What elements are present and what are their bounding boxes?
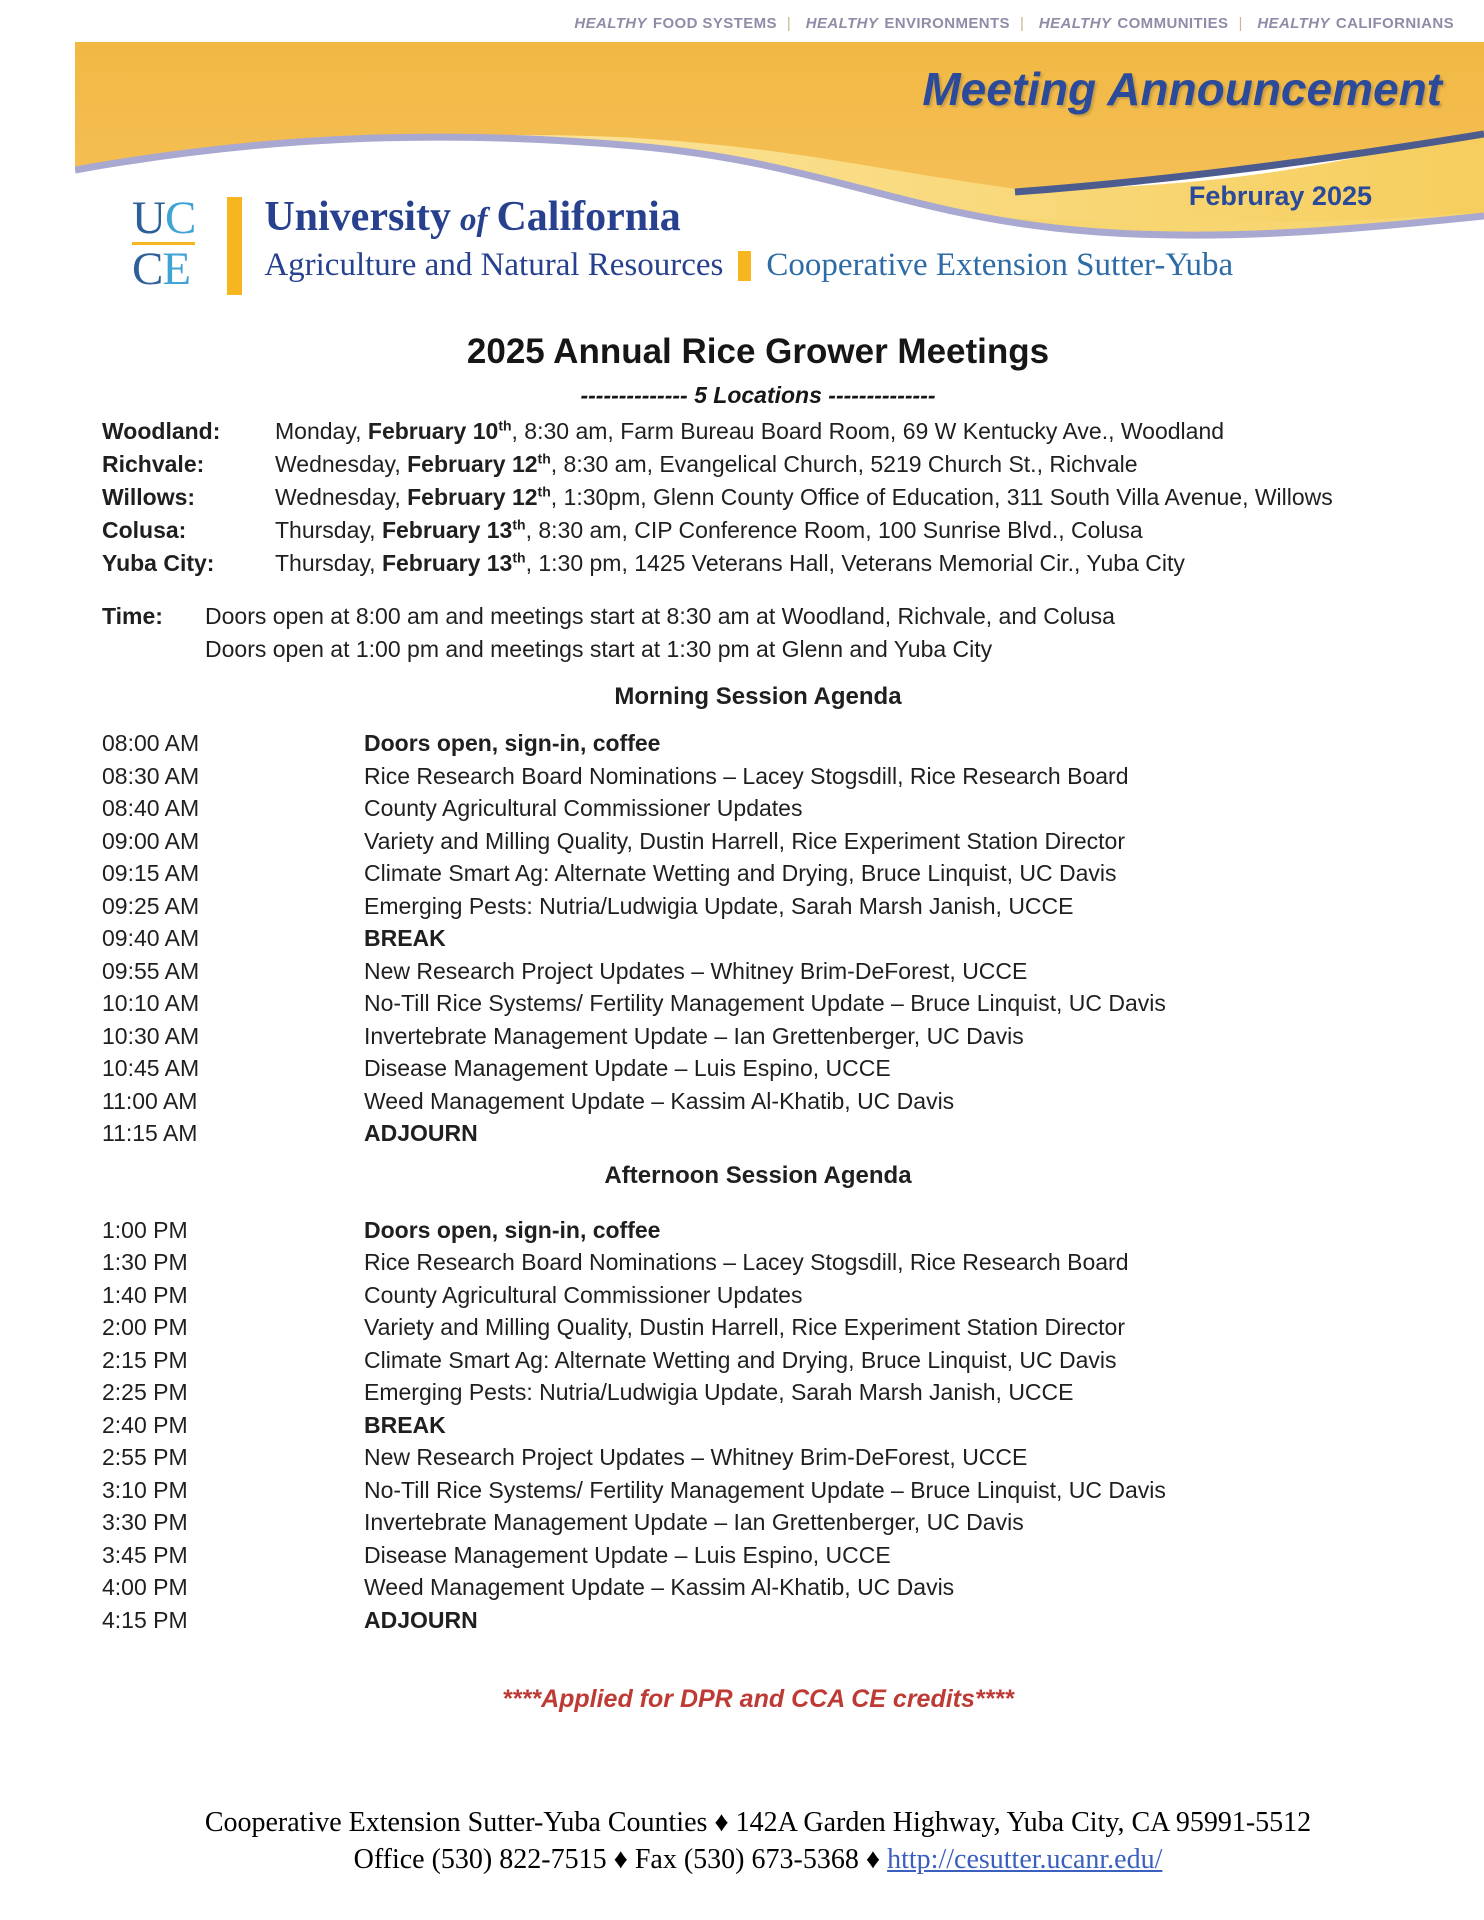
location-name: Yuba City:: [102, 550, 215, 576]
agenda-row: [102, 1376, 1414, 1409]
agenda-row: [102, 1246, 1414, 1279]
agenda-row: [102, 1052, 1414, 1085]
tagline-healthy: HEALTHY: [805, 15, 879, 32]
tagline-item: [1039, 15, 1253, 32]
agenda-time: 11:00 AM: [102, 1087, 198, 1114]
agenda-row: [102, 1409, 1414, 1442]
agenda-row: [102, 1279, 1414, 1312]
location-name: Richvale:: [102, 451, 205, 477]
locations-list: [102, 415, 1414, 580]
footer-contact-line: [102, 1841, 1414, 1878]
logo-university-line: University of California: [264, 194, 681, 240]
agenda-time: 1:40 PM: [102, 1281, 188, 1308]
tagline-healthy: HEALTHY: [1038, 15, 1112, 32]
agenda-row: [102, 1604, 1414, 1637]
agenda-row: [102, 922, 1414, 955]
agenda-title: County Agricultural Commissioner Updates: [364, 795, 803, 821]
agenda-row: [102, 1020, 1414, 1053]
time-line: Doors open at 8:00 am and meetings start at 8:30 am at Woodland, Richvale, and Colusa: [205, 603, 1115, 629]
agenda-time: 08:30 AM: [102, 762, 200, 789]
agenda-time: 08:40 AM: [102, 795, 200, 821]
agenda-row: [102, 857, 1414, 890]
agenda-title: Invertebrate Management Update – Ian Grettenberger, UC Davis: [364, 1509, 1024, 1535]
agenda-row: [102, 987, 1414, 1020]
tagline-topic: FOOD SYSTEMS: [652, 15, 777, 32]
agenda-title: Emerging Pests: Nutria/Ludwigia Update, Sarah Marsh Janish, UCCE: [364, 892, 1074, 919]
location-detail: Monday, February 10th, 8:30 am, Farm Bureau Board Room, 69 W Kentucky Ave., Woodland: [275, 417, 1225, 444]
location-name: Willows:: [102, 484, 196, 510]
agenda-time: 2:25 PM: [102, 1379, 188, 1405]
location-row: [102, 514, 1414, 547]
footer-link[interactable]: http://cesutter.ucanr.edu/: [887, 1844, 1163, 1875]
ucce-logo-mark: [126, 194, 201, 293]
tagline-topic: COMMUNITIES: [1117, 15, 1229, 32]
page-subtitle: -------------- 5 Locations --------------: [580, 382, 936, 408]
banner-title: Meeting Announcement: [922, 63, 1442, 115]
agenda-time: 2:40 PM: [102, 1411, 188, 1438]
agenda-time: 2:55 PM: [102, 1444, 188, 1470]
tagline-item: [1257, 15, 1454, 32]
agenda-row: [102, 760, 1414, 793]
morning-session-header: Morning Session Agenda: [614, 683, 902, 710]
location-row: [102, 448, 1414, 481]
tagline-healthy: HEALTHY: [574, 15, 647, 32]
agenda-time: 1:30 PM: [102, 1249, 188, 1275]
agenda-time: 09:55 AM: [102, 957, 200, 984]
footer: [102, 1804, 1414, 1878]
agenda-time: 2:15 PM: [102, 1346, 188, 1373]
agenda-title: No-Till Rice Systems/ Fertility Management Update – Bruce Linquist, UC Davis: [364, 1476, 1166, 1503]
location-detail: Wednesday, February 12th, 8:30 am, Evangelical Church, 5219 Church St., Richvale: [275, 450, 1138, 477]
agenda-time: 09:40 AM: [102, 925, 200, 951]
ce-credits-note: ****Applied for DPR and CCA CE credits****: [502, 1685, 1014, 1713]
agenda-time: 09:15 AM: [102, 860, 200, 886]
tagline-healthy: HEALTHY: [1257, 15, 1330, 32]
agenda-row: [102, 890, 1414, 923]
time-label: Time:: [102, 603, 163, 629]
tagline-item: [806, 15, 1034, 32]
banner-date: Februray 2025: [1188, 181, 1372, 211]
tagline-separator: |: [1238, 15, 1243, 32]
agenda-title: Doors open, sign-in, coffee: [364, 730, 661, 756]
agenda-title: New Research Project Updates – Whitney Brim-DeForest, UCCE: [364, 957, 1028, 984]
agenda-row: [102, 1344, 1414, 1377]
agenda-row: [102, 1117, 1414, 1150]
logo-divider-bar: [227, 197, 242, 295]
afternoon-session-header: Afternoon Session Agenda: [604, 1161, 912, 1189]
location-name: Woodland:: [102, 418, 221, 444]
document-body: [102, 330, 1414, 1714]
agenda-time: 1:00 PM: [102, 1216, 188, 1243]
footer-phone-fax: Office (530) 822-7515 ♦ Fax (530) 673-5368 ♦: [353, 1844, 888, 1875]
logo-small-bar: [738, 251, 751, 281]
agenda-time: 10:10 AM: [102, 990, 200, 1016]
agenda-time: 4:00 PM: [102, 1574, 188, 1600]
tagline-separator: |: [786, 15, 792, 32]
agenda-title: Rice Research Board Nominations – Lacey Stogsdill, Rice Research Board: [364, 762, 1129, 789]
time-lines: [205, 600, 1414, 666]
agenda-row: [102, 727, 1414, 760]
logo-extension-line: Cooperative Extension Sutter-Yuba: [766, 247, 1234, 284]
agenda-time: 3:45 PM: [102, 1541, 188, 1568]
agenda-row: [102, 1441, 1414, 1474]
agenda-title: BREAK: [364, 1411, 446, 1438]
location-row: [102, 481, 1414, 514]
location-detail: Wednesday, February 12th, 1:30pm, Glenn County Office of Education, 311 South Villa Avenue, Willows: [275, 483, 1333, 510]
agenda-title: Doors open, sign-in, coffee: [364, 1216, 661, 1243]
agenda-title: Climate Smart Ag: Alternate Wetting and Drying, Bruce Linquist, UC Davis: [364, 1346, 1117, 1373]
afternoon-agenda: [102, 1214, 1414, 1637]
location-name: Colusa:: [102, 517, 187, 543]
healthy-tagline-strip: [574, 15, 1454, 32]
agenda-title: BREAK: [364, 925, 446, 951]
location-detail: Thursday, February 13th, 8:30 am, CIP Conference Room, 100 Sunrise Blvd., Colusa: [275, 516, 1143, 543]
agenda-time: 10:45 AM: [102, 1055, 200, 1081]
agenda-time: 08:00 AM: [102, 730, 200, 756]
agenda-time: 09:25 AM: [102, 892, 200, 919]
footer-address-line: Cooperative Extension Sutter-Yuba Counties ♦ 142A Garden Highway, Yuba City, CA 95991-5512: [204, 1807, 1312, 1838]
location-detail: Thursday, February 13th, 1:30 pm, 1425 Veterans Hall, Veterans Memorial Cir., Yuba City: [275, 549, 1185, 576]
agenda-title: ADJOURN: [364, 1606, 478, 1633]
tagline-item: [574, 15, 801, 32]
agenda-title: County Agricultural Commissioner Updates: [364, 1281, 803, 1308]
agenda-time: 10:30 AM: [102, 1022, 200, 1049]
agenda-row: [102, 1474, 1414, 1507]
tagline-topic: ENVIRONMENTS: [884, 15, 1010, 32]
ucce-logo-uc: UC: [132, 192, 196, 244]
time-section: [102, 600, 1414, 666]
page-title: 2025 Annual Rice Grower Meetings: [466, 332, 1050, 371]
logo-wordmark: [264, 194, 1233, 284]
morning-agenda: [102, 727, 1414, 1150]
agenda-title: Invertebrate Management Update – Ian Grettenberger, UC Davis: [364, 1022, 1024, 1049]
agenda-row: [102, 792, 1414, 825]
agenda-time: 2:00 PM: [102, 1314, 188, 1340]
time-line: Doors open at 1:00 pm and meetings start at 1:30 pm at Glenn and Yuba City: [205, 636, 993, 662]
agenda-time: 11:15 AM: [102, 1120, 198, 1146]
location-row: [102, 415, 1414, 448]
agenda-title: Rice Research Board Nominations – Lacey Stogsdill, Rice Research Board: [364, 1249, 1129, 1275]
agenda-time: 3:10 PM: [102, 1476, 188, 1503]
agenda-title: No-Till Rice Systems/ Fertility Management Update – Bruce Linquist, UC Davis: [364, 990, 1166, 1016]
agenda-title: Disease Management Update – Luis Espino, UCCE: [364, 1055, 891, 1081]
agenda-row: [102, 1214, 1414, 1247]
agenda-row: [102, 1085, 1414, 1118]
agenda-row: [102, 1571, 1414, 1604]
agenda-title: Variety and Milling Quality, Dustin Harrell, Rice Experiment Station Director: [364, 1314, 1125, 1340]
agenda-title: Emerging Pests: Nutria/Ludwigia Update, Sarah Marsh Janish, UCCE: [364, 1379, 1074, 1405]
agenda-time: 09:00 AM: [102, 827, 200, 854]
agenda-title: ADJOURN: [364, 1120, 478, 1146]
agenda-title: Weed Management Update – Kassim Al-Khatib, UC Davis: [364, 1087, 955, 1114]
tagline-separator: |: [1019, 15, 1025, 32]
logo-division-line: Agriculture and Natural Resources: [264, 247, 724, 284]
agenda-title: Weed Management Update – Kassim Al-Khatib, UC Davis: [364, 1574, 955, 1600]
agenda-row: [102, 1539, 1414, 1572]
agenda-title: Climate Smart Ag: Alternate Wetting and Drying, Bruce Linquist, UC Davis: [364, 860, 1117, 886]
location-row: [102, 547, 1414, 580]
agenda-title: Variety and Milling Quality, Dustin Harrell, Rice Experiment Station Director: [364, 827, 1125, 854]
agenda-title: Disease Management Update – Luis Espino, UCCE: [364, 1541, 891, 1568]
agenda-time: 3:30 PM: [102, 1509, 188, 1535]
tagline-topic: CALIFORNIANS: [1335, 15, 1454, 32]
agenda-row: [102, 825, 1414, 858]
agenda-row: [102, 955, 1414, 988]
agenda-row: [102, 1506, 1414, 1539]
ucanr-logo: [126, 194, 1233, 295]
agenda-title: New Research Project Updates – Whitney Brim-DeForest, UCCE: [364, 1444, 1028, 1470]
agenda-row: [102, 1311, 1414, 1344]
agenda-time: 4:15 PM: [102, 1606, 188, 1633]
ucce-logo-ce: CE: [132, 242, 191, 295]
